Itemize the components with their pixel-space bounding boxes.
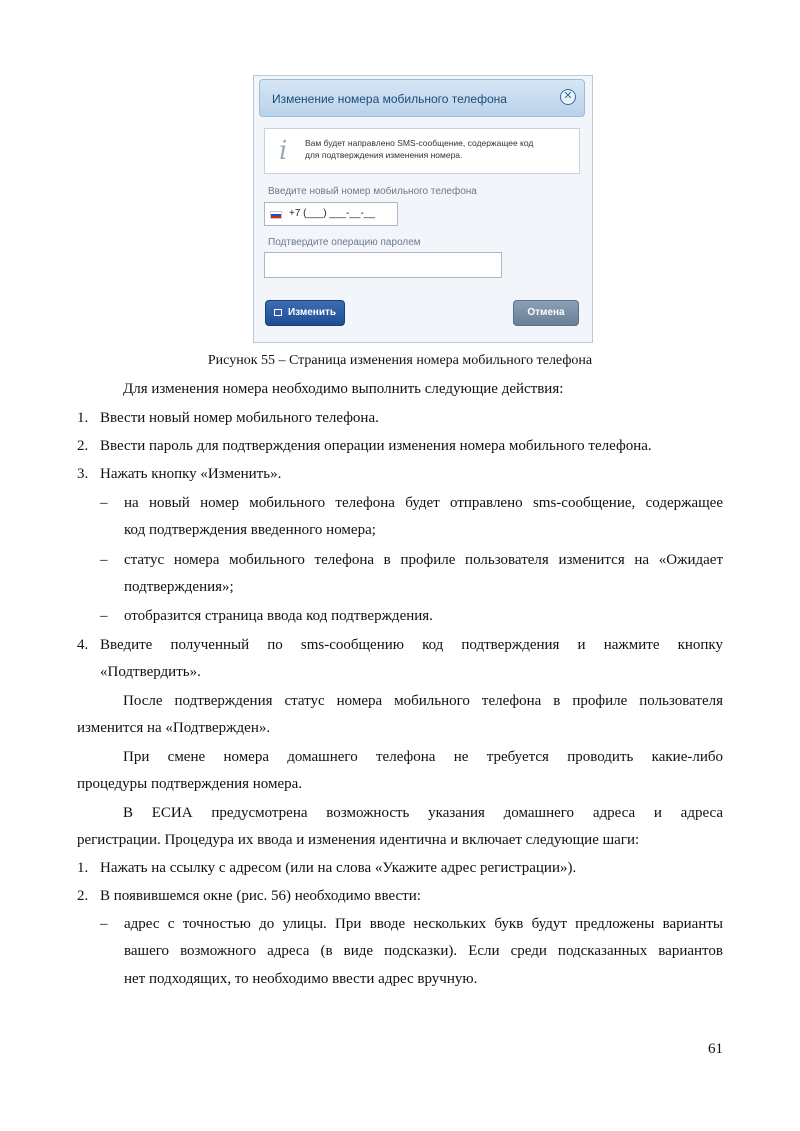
- sub-1-line-1: на новый номер мобильного телефона будет отправлено sms-сообщение, содержащее: [124, 495, 723, 511]
- para-2-line-1: При смене номера домашнего телефона не требуется проводить какие-либо: [123, 749, 723, 765]
- para-1-line-2: изменится на «Подтвержден».: [77, 720, 271, 736]
- change-phone-dialog: [253, 75, 593, 343]
- addr-sub-line-3: нет подходящих, то необходимо ввести адрес вручную.: [124, 971, 478, 987]
- cancel-button[interactable]: Отмена: [513, 300, 579, 326]
- addr-step-2-number: 2.: [77, 888, 89, 904]
- info-text: [305, 137, 575, 161]
- russia-flag-icon: [270, 211, 282, 219]
- sub-1-line-2: код подтверждения введенного номера;: [124, 522, 376, 538]
- step-4-line-1: Введите полученный по sms-сообщению код подтверждения и нажмите кнопку: [100, 637, 723, 653]
- sub-2-line-1: статус номера мобильного телефона в профиле пользователя изменится на «Ожидает: [124, 552, 723, 568]
- sub-2-dash: –: [100, 552, 108, 568]
- dialog-title: Изменение номера мобильного телефона: [272, 92, 507, 106]
- sub-2-line-2: подтверждения»;: [124, 579, 234, 595]
- para-2-line-2: процедуры подтверждения номера.: [77, 776, 303, 792]
- phone-value: +7 (___) ___-__-__: [289, 208, 375, 219]
- dialog-header: [259, 79, 585, 117]
- step-4-number: 4.: [77, 637, 89, 653]
- step-2-text: Ввести пароль для подтверждения операции изменения номера мобильного телефона.: [100, 438, 652, 454]
- password-label: Подтвердите операцию паролем: [268, 237, 421, 248]
- step-1-number: 1.: [77, 410, 89, 426]
- password-input[interactable]: [264, 252, 502, 278]
- addr-sub-line-2: вашего возможного адреса (в виде подсказки). Если среди подсказанных вариантов: [124, 943, 723, 959]
- sub-3-dash: –: [100, 608, 108, 624]
- step-4-line-2: «Подтвердить».: [100, 664, 201, 680]
- close-icon[interactable]: ✕: [560, 89, 576, 105]
- sub-1-dash: –: [100, 495, 108, 511]
- info-text-line-1: Вам будет направлено SMS-сообщение, содержащее код: [305, 138, 534, 148]
- sub-3-text: отобразится страница ввода код подтверждения.: [124, 608, 433, 624]
- info-message: [264, 128, 580, 174]
- para-3-line-2: регистрации. Процедура их ввода и изменения идентична и включает следующие шаги:: [77, 832, 640, 848]
- addr-step-2-text: В появившемся окне (рис. 56) необходимо ввести:: [100, 888, 421, 904]
- step-3-text: Нажать кнопку «Изменить».: [100, 466, 282, 482]
- addr-step-1-number: 1.: [77, 860, 89, 876]
- info-icon: i: [279, 136, 288, 166]
- step-1-text: Ввести новый номер мобильного телефона.: [100, 410, 379, 426]
- para-3-line-1: В ЕСИА предусмотрена возможность указания домашнего адреса и адреса: [123, 805, 723, 821]
- intro-text: Для изменения номера необходимо выполнить следующие действия:: [123, 381, 564, 397]
- para-1-line-1: После подтверждения статус номера мобильного телефона в профиле пользователя: [123, 693, 723, 709]
- step-2-number: 2.: [77, 438, 89, 454]
- change-button-label: Изменить: [287, 307, 337, 318]
- addr-step-1-text: Нажать на ссылку с адресом (или на слова «Укажите адрес регистрации»).: [100, 860, 577, 876]
- save-icon: [274, 309, 282, 316]
- info-text-line-2: для подтверждения изменения номера.: [305, 150, 463, 160]
- phone-label: Введите новый номер мобильного телефона: [268, 186, 477, 197]
- step-3-number: 3.: [77, 466, 89, 482]
- figure-caption: Рисунок 55 – Страница изменения номера мобильного телефона: [207, 353, 593, 368]
- page-number: 61: [708, 1041, 723, 1057]
- addr-sub-dash: –: [100, 916, 108, 932]
- change-button[interactable]: [265, 300, 345, 326]
- phone-input[interactable]: [264, 202, 398, 226]
- addr-sub-line-1: адрес с точностью до улицы. При вводе нескольких букв будут предложены варианты: [124, 916, 723, 932]
